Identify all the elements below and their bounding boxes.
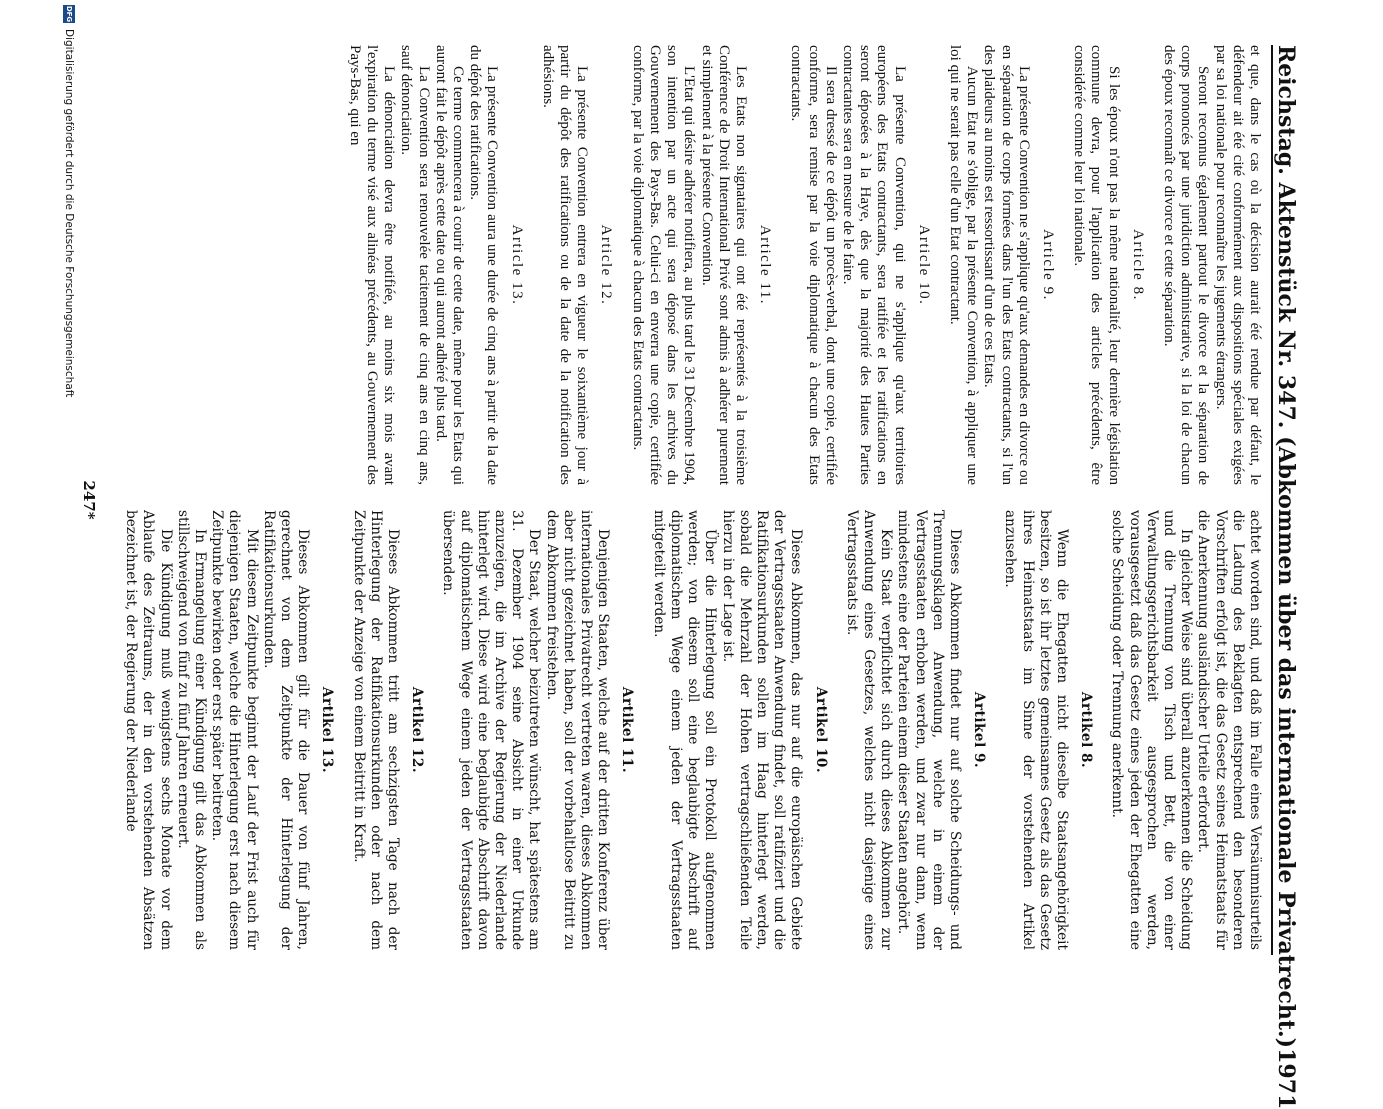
paragraph: Dieses Abkommen gilt für die Dauer von fünf Jahren, gerechnet von dem Zeitpunkte der Hinterlegung der Ratifikationsurkunden.: [260, 510, 312, 950]
paragraph: Der Staat, welcher beizutreten wünscht, hat spätestens am 31. Dezember 1904 seine Absicht in einer Urkunde anzuzeigen, die im Archive der Regierung der Niederlande hinterlegt wird. Diese wird eine beglaubigte Abschrift davon auf diplomatischem Wege einem jeden der Vertragsstaaten übersenden.: [440, 510, 543, 950]
german-column: [113, 510, 1263, 950]
paragraph: L'Etat qui désire adhérer notifiera, au plus tard le 31 Décembre 1904, son intention par un acte qui sera déposé dans les archives du Gouvernement des Pays-Bas. Celui-ci en enverra une copie, certifiée conforme, par la voie diplomatique à chacun des Etats contractants.: [629, 45, 698, 485]
dfg-logo-icon: DFG: [65, 5, 73, 23]
article-heading: Article 9.: [1039, 229, 1056, 301]
paragraph: Si les époux n'ont pas la même nationalité, leur dernière législation commune devra, pour l'application des articles précédents, être considérée comme leur loi nationale.: [1071, 45, 1122, 485]
article-heading: Article 8.: [1129, 229, 1146, 301]
page-number: 1971: [1273, 1048, 1299, 1109]
paragraph: La présente Convention aura une durée de cinq ans à partir de la date du dépôt des ratifications.: [467, 45, 501, 485]
paragraph: Les Etats non signataires qui ont été représentés à la troisième Conférence de Droit International Privé sont admis à adhérer purement et simplement à la présente Convention.: [698, 45, 749, 485]
page-header: [1271, 45, 1313, 1109]
paragraph: La dénonciation devra être notifiée, au moins six mois avant l'expiration du terme visé aux alinéas précédents, au Gouvernement des Pays-Bas, qui en: [346, 45, 398, 485]
paragraph: Über die Hinterlegung soll ein Protokoll aufgenommen werden; von diesem soll eine beglaubigte Abschrift auf diplomatischem Wege einem jeden der Vertragsstaaten mitgeteilt werden.: [650, 510, 719, 950]
paragraph: Dieses Abkommen tritt am sechzigsten Tage nach der Hinterlegung der Ratifikationsurkunden oder nach dem Zeitpunkte der Anzeige von einem Beitritt in Kraft.: [350, 510, 402, 950]
paragraph: In Ermangelung einer Kündigung gilt das Abkommen als stillschweigend von fünf zu fünf Jahren erneuert.: [174, 510, 209, 950]
article-heading: Artikel 9.: [971, 691, 988, 769]
paragraph: La présente Convention entrera en vigueur le soixantième jour à partir du dépôt des ratifications ou de la date de la notification des adhésions.: [539, 45, 591, 485]
header-title: Reichstag. Aktenstück Nr. 347. (Abkommen über das internationale Privatrecht.): [1273, 45, 1299, 1049]
paragraph: Dieses Abkommen findet nur auf solche Scheidungs- und Trennungsklagen Anwendung, welche in einem der Vertragsstaaten erhoben werden, und zwar nur dann, wenn mindestens eine der Parteien einem dieser Staaten angehört.: [895, 510, 963, 950]
paragraph: Wenn die Ehegatten nicht dieselbe Staatsangehörigkeit besitzen, so ist ihr letztes gemeinsames Gesetz als das Gesetz ihres Heimatstaats im Sinne der vorstehenden Artikel anzusehen.: [1002, 510, 1070, 950]
paragraph: achtet worden sind, und daß im Falle eines Versäumnisurteils die Ladung des Beklagten entsprechend den besonderen Vorschriften erfolgt ist, die das Gesetz seines Heimatstaats für die Anerkennung ausländischer Urteile erfordert.: [1195, 510, 1263, 950]
article-heading: Article 12.: [598, 224, 615, 306]
article-heading: Artikel 12.: [409, 686, 426, 774]
article-heading: Artikel 11.: [619, 686, 636, 774]
french-column: [113, 45, 1263, 485]
paragraph: Denjenigen Staaten, welche auf der dritten Konferenz über internationales Privatrecht vertreten waren, dieses Abkommen aber nicht gezeichnet haben, soll der vorbehaltlose Beitritt zu dem Abkommen freistehen.: [543, 510, 612, 950]
paragraph: Kein Staat verpflichtet sich durch dieses Abkommen zur Anwendung eines Gesetzes, welches nicht dasjenige eines Vertragsstaats ist.: [843, 510, 895, 950]
paragraph: Il sera dressé de ce dépôt un procès-verbal, dont une copie, certifiée conforme, sera remise par la voie diplomatique à chacun des Etats contractants.: [788, 45, 839, 485]
paragraph: La présente Convention ne s'applique qu'aux demandes en divorce ou en séparation de corps formées dans l'un des Etats contractants, si l'un des plaideurs au moins est ressortissant d'un de ces Etats.: [981, 45, 1032, 485]
signature-mark: 247*: [80, 480, 98, 520]
paragraph: La Convention sera renouvelée tacitement de cinq ans en cinq ans, sauf dénonciation.: [398, 45, 432, 485]
paragraph: et que, dans le cas où la décision aurait été rendue par défaut, le défendeur ait été cité conformément aux dispositions spéciales exigées par sa loi nationale pour reconnaître les jugements étrangers.: [1212, 45, 1263, 485]
article-heading: Article 11.: [757, 224, 774, 306]
paragraph: Mit diesem Zeitpunkte beginnt der Lauf der Frist auch für diejenigen Staaten, welche die Hinterlegung erst nach diesem Zeitpunkte bewirken oder erst später beitreten.: [209, 510, 260, 950]
paragraph: Dieses Abkommen, das nur auf die europäischen Gebiete der Vertragsstaaten Anwendung findet, soll ratifiziert und die Ratifikationsurkunden sollen im Haag hinterlegt werden, sobald die Mehrzahl der Hohen vertragschließenden Teile hierzu in der Lage ist.: [719, 510, 805, 950]
paragraph: Seront reconnus également partout le divorce et la séparation de corps prononcés par une juridiction administrative, si la loi de chacun des époux reconnaît ce divorce et cette séparation.: [1160, 45, 1212, 485]
credit-text: Digitalisierung gefördert durch die Deutsche Forschungsgemeinschaft: [63, 29, 75, 398]
article-heading: Article 13.: [508, 224, 525, 306]
paragraph: La présente Convention, qui ne s'applique qu'aux territoires européens des Etats contractants, sera ratifiée et les ratifications en seront déposées à la Haye, dès que la majorité des Hautes Parties contractantes sera en mesure de le faire.: [839, 45, 908, 485]
article-heading: Artikel 13.: [319, 686, 336, 774]
paragraph: Aucun Etat ne s'oblige, par la présente Convention, à appliquer une loi qui ne serait pas celle d'un Etat contractant.: [946, 45, 981, 485]
paragraph: Die Kündigung muß wenigstens sechs Monate vor dem Ablaufe des Zeitraums, der in den vorstehenden Absätzen bezeichnet ist, der Regierung der Niederlande: [123, 510, 174, 950]
paragraph: In gleicher Weise sind überall anzuerkennen die Scheidung und die Trennung von Tisch und Bett, die von einer Verwaltungsgerichtsbarkeit ausgesprochen werden, vorausgesetzt daß das Gesetz eines jeden der Ehegatten eine solche Scheidung oder Trennung anerkennt.: [1109, 510, 1195, 950]
digitization-credit: [63, 5, 75, 995]
paragraph: Ce terme commencera à courir de cette date, même pour les Etats qui auront fait le dépôt après cette date ou qui auront adhéré plus tard.: [432, 45, 467, 485]
article-heading: Artikel 10.: [812, 686, 829, 774]
article-heading: Artikel 8.: [1078, 691, 1095, 769]
article-heading: Article 10.: [915, 224, 932, 306]
